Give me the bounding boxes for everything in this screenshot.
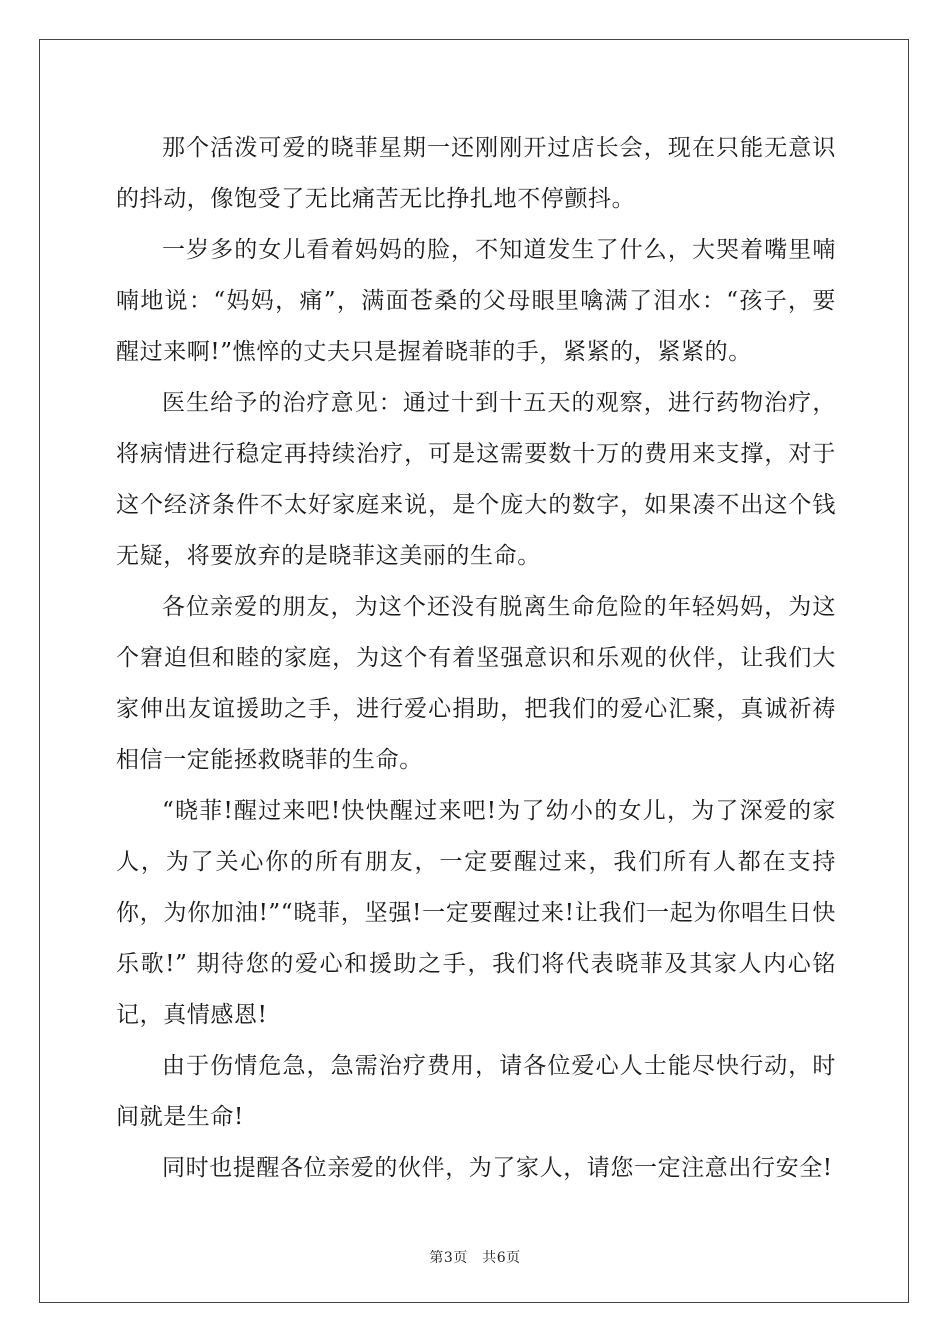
paragraph: 同时也提醒各位亲爱的伙伴，为了家人，请您一定注意出行安全! bbox=[162, 1155, 833, 1181]
paragraph: 那个活泼可爱的晓菲星期一还刚刚开过店长会，现在只能无意识的抖动，像饱受了无比痛苦无比挣扎地不停颤抖。 bbox=[116, 135, 836, 212]
paragraph: 由于伤情危急，急需治疗费用，请各位爱心人士能尽快行动，时间就是生命! bbox=[116, 1053, 836, 1130]
paragraph: 医生给予的治疗意见：通过十到十五天的观察，进行药物治疗，将病情进行稳定再持续治疗，可是这需要数十万的费用来支撑，对于这个经济条件不太好家庭来说，是个庞大的数字，如果凑不出这个钱无疑，将要放弃的是晓菲这美丽的生命。 bbox=[116, 390, 836, 569]
paragraph: 一岁多的女儿看着妈妈的脸，不知道发生了什么，大哭着嘴里喃喃地说：“妈妈，痛”，满面苍桑的父母眼里噙满了泪水：“孩子，要醒过来啊!”憔悴的丈夫只是握着晓菲的手，紧紧的，紧紧的。 bbox=[116, 237, 836, 365]
page-number-footer: 第3页 共6页 bbox=[429, 1250, 521, 1266]
paragraph: “晓菲!醒过来吧!快快醒过来吧!为了幼小的女儿，为了深爱的家人，为了关心你的所有朋友，一定要醒过来，我们所有人都在支持你，为你加油!”“晓菲，坚强!一定要醒过来!让我们一起为你唱生日快乐歌!” 期待您的爱心和援助之手，我们将代表晓菲及其家人内心铭记，真情感恩! bbox=[116, 798, 836, 1028]
document-body bbox=[116, 123, 836, 1194]
paragraph: 各位亲爱的朋友，为这个还没有脱离生命危险的年轻妈妈，为这个窘迫但和睦的家庭，为这个有着坚强意识和乐观的伙伴，让我们大家伸出友谊援助之手，进行爱心捐助，把我们的爱心汇聚，真诚祈祷相信一定能拯救晓菲的生命。 bbox=[116, 594, 836, 773]
